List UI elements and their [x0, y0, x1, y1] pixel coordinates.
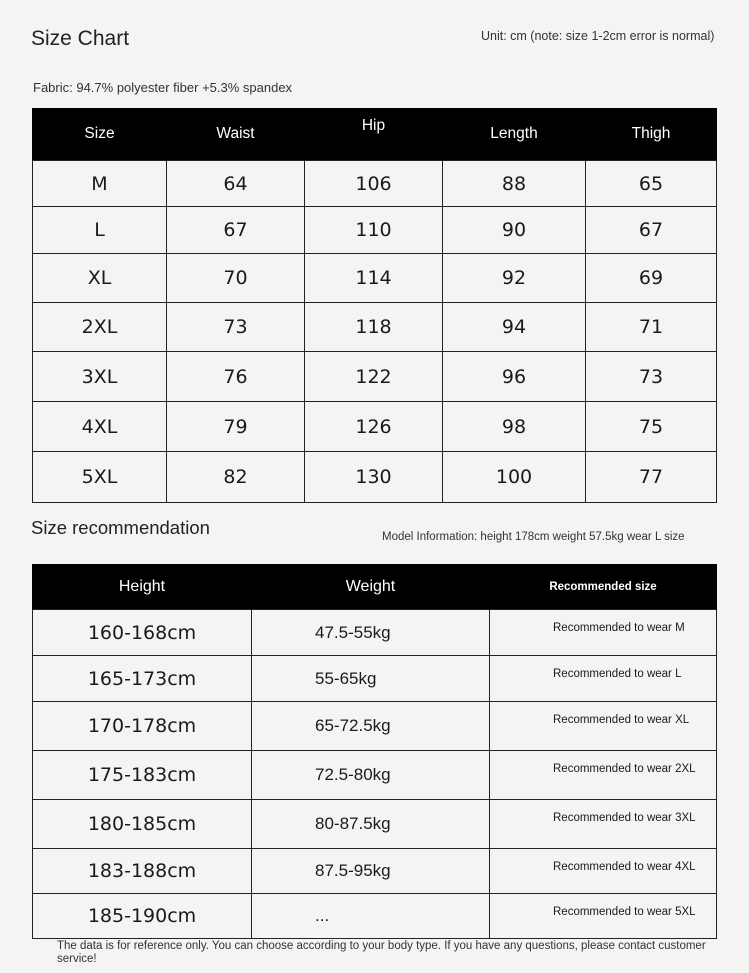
weight-cell: 80-87.5kg: [252, 800, 490, 849]
table-cell-waist: 64: [167, 161, 305, 207]
table-cell-hip: 118: [305, 303, 443, 352]
recommended-size-cell: Recommended to wear L: [490, 656, 717, 702]
table-cell-waist: 79: [167, 402, 305, 452]
table-row: [33, 402, 717, 452]
column-header-waist: Waist: [167, 108, 305, 161]
weight-cell: 47.5-55kg: [252, 610, 490, 656]
recommended-size-cell: Recommended to wear M: [490, 610, 717, 656]
table-cell-thigh: 71: [586, 303, 717, 352]
table-row: [33, 352, 717, 402]
table-cell-waist: 76: [167, 352, 305, 402]
recommended-size-cell: Recommended to wear 2XL: [490, 751, 717, 800]
table-cell-waist: 73: [167, 303, 305, 352]
table-cell-length: 96: [443, 352, 586, 402]
size-recommendation-table: [32, 564, 717, 939]
table-row: [33, 656, 717, 702]
table-cell-hip: 110: [305, 207, 443, 254]
height-cell: 160-168cm: [33, 610, 252, 656]
table-cell-length: 92: [443, 254, 586, 303]
table-cell-thigh: 73: [586, 352, 717, 402]
size-table-header-row: [33, 108, 717, 161]
table-cell-size: XL: [33, 254, 167, 303]
column-header-weight: Weight: [252, 564, 490, 610]
table-cell-hip: 130: [305, 452, 443, 503]
table-cell-size: 5XL: [33, 452, 167, 503]
table-row: [33, 452, 717, 503]
table-cell-thigh: 77: [586, 452, 717, 503]
table-cell-size: 2XL: [33, 303, 167, 352]
table-cell-length: 88: [443, 161, 586, 207]
weight-cell: 65-72.5kg: [252, 702, 490, 751]
table-row: [33, 702, 717, 751]
table-cell-size: 4XL: [33, 402, 167, 452]
column-header-thigh: Thigh: [586, 108, 717, 161]
height-cell: 183-188cm: [33, 849, 252, 894]
table-cell-thigh: 67: [586, 207, 717, 254]
table-cell-length: 90: [443, 207, 586, 254]
table-cell-length: 94: [443, 303, 586, 352]
weight-cell: 72.5-80kg: [252, 751, 490, 800]
table-row: [33, 849, 717, 894]
table-cell-hip: 106: [305, 161, 443, 207]
height-cell: 170-178cm: [33, 702, 252, 751]
recommended-size-cell: Recommended to wear XL: [490, 702, 717, 751]
table-cell-waist: 70: [167, 254, 305, 303]
table-row: [33, 254, 717, 303]
table-cell-size: 3XL: [33, 352, 167, 402]
column-header-recommended-size: Recommended size: [490, 564, 717, 610]
footer-note: The data is for reference only. You can choose according to your body type. If you have any questions, please contact customer service!: [57, 940, 706, 965]
fabric-info: Fabric: 94.7% polyester fiber +5.3% spandex: [33, 80, 293, 95]
table-cell-thigh: 69: [586, 254, 717, 303]
table-cell-waist: 82: [167, 452, 305, 503]
table-row: [33, 894, 717, 939]
column-header-size: Size: [33, 108, 167, 161]
table-cell-size: L: [33, 207, 167, 254]
table-cell-hip: 122: [305, 352, 443, 402]
weight-cell: 55-65kg: [252, 656, 490, 702]
page-title: Size Chart: [31, 27, 130, 50]
table-cell-length: 100: [443, 452, 586, 503]
recommendation-title: Size recommendation: [31, 517, 210, 538]
table-cell-thigh: 65: [586, 161, 717, 207]
height-cell: 165-173cm: [33, 656, 252, 702]
column-header-height: Height: [33, 564, 252, 610]
table-cell-thigh: 75: [586, 402, 717, 452]
table-cell-waist: 67: [167, 207, 305, 254]
table-row: [33, 161, 717, 207]
table-row: [33, 610, 717, 656]
size-chart-table: [32, 108, 717, 503]
table-row: [33, 207, 717, 254]
height-cell: 185-190cm: [33, 894, 252, 939]
model-info: Model Information: height 178cm weight 57.5kg wear L size: [382, 531, 685, 543]
unit-note: Unit: cm (note: size 1-2cm error is normal): [481, 29, 715, 43]
recommendation-header-row: [33, 564, 717, 610]
column-header-hip: Hip: [305, 108, 443, 161]
table-cell-hip: 114: [305, 254, 443, 303]
table-cell-size: M: [33, 161, 167, 207]
recommended-size-cell: Recommended to wear 3XL: [490, 800, 717, 849]
weight-cell: ...: [252, 894, 490, 939]
height-cell: 175-183cm: [33, 751, 252, 800]
column-header-length: Length: [443, 108, 586, 161]
recommended-size-cell: Recommended to wear 5XL: [490, 894, 717, 939]
recommended-size-cell: Recommended to wear 4XL: [490, 849, 717, 894]
table-cell-hip: 126: [305, 402, 443, 452]
height-cell: 180-185cm: [33, 800, 252, 849]
weight-cell: 87.5-95kg: [252, 849, 490, 894]
table-row: [33, 303, 717, 352]
table-row: [33, 751, 717, 800]
table-row: [33, 800, 717, 849]
table-cell-length: 98: [443, 402, 586, 452]
